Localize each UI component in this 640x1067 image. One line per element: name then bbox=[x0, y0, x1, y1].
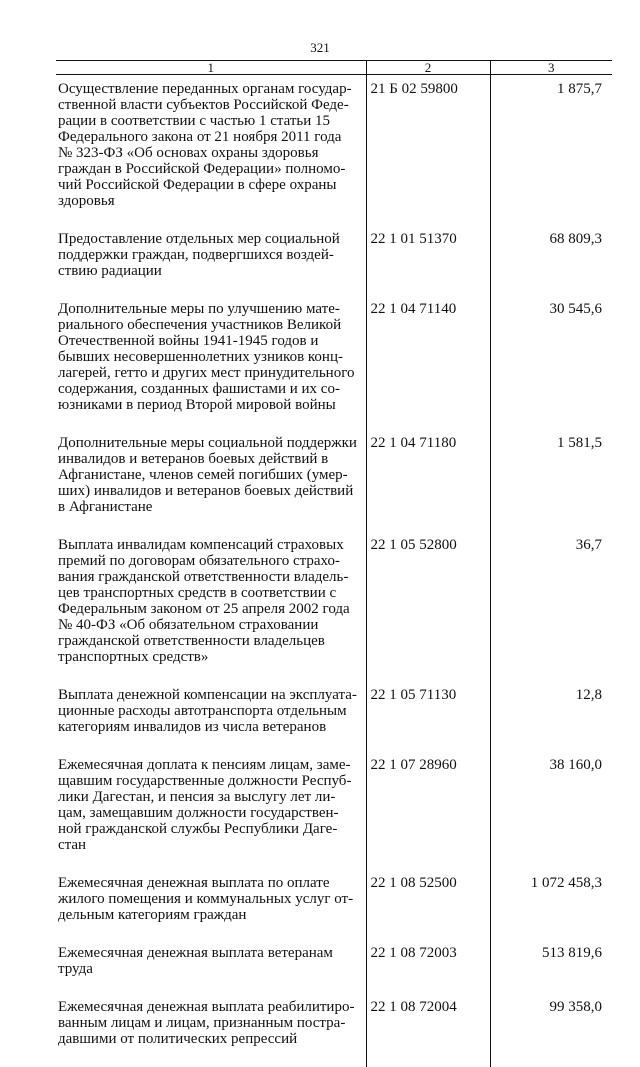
row-name-line: бывших несовершеннолетних узников конц- bbox=[58, 349, 362, 365]
row-code-cell: 22 1 08 72003 bbox=[366, 943, 490, 997]
row-code-cell: 22 1 04 71180 bbox=[366, 433, 490, 535]
row-amount-cell: 30 545,6 bbox=[490, 299, 612, 433]
row-amount-cell: 38 160,0 bbox=[490, 755, 612, 873]
table-row bbox=[56, 299, 612, 433]
table-row bbox=[56, 943, 612, 997]
table-row bbox=[56, 685, 612, 755]
row-amount-cell: 1 072 458,3 bbox=[490, 873, 612, 943]
row-name-line: № 40-ФЗ «Об обязательном страховании bbox=[58, 617, 362, 633]
page-number: 321 bbox=[0, 40, 640, 56]
row-code-cell: 22 1 05 52800 bbox=[366, 535, 490, 685]
row-name-line: труда bbox=[58, 961, 362, 977]
row-name-line: здоровья bbox=[58, 193, 362, 209]
row-name-line: Афганистане, членов семей погибших (умер- bbox=[58, 467, 362, 483]
row-name-line: Предоставление отдельных мер социальной bbox=[58, 231, 362, 247]
table-row bbox=[56, 229, 612, 299]
table-header-row bbox=[56, 61, 612, 75]
row-name-line: ственной власти субъектов Российской Феде- bbox=[58, 97, 362, 113]
table-row bbox=[56, 755, 612, 873]
row-name-cell bbox=[56, 75, 366, 230]
row-amount-cell: 12,8 bbox=[490, 685, 612, 755]
row-name-line: Федеральным законом от 25 апреля 2002 года bbox=[58, 601, 362, 617]
row-name-line: ционные расходы автотранспорта отдельным bbox=[58, 703, 362, 719]
row-name-line: Отечественной войны 1941-1945 годов и bbox=[58, 333, 362, 349]
column-header-1: 1 bbox=[56, 61, 366, 75]
row-name-line: Выплата денежной компенсации на эксплуата- bbox=[58, 687, 362, 703]
row-name-line: ствию радиации bbox=[58, 263, 362, 279]
row-code-cell: 22 1 07 28960 bbox=[366, 755, 490, 873]
column-header-3: 3 bbox=[490, 61, 612, 75]
row-code-cell: 21 Б 02 59800 bbox=[366, 75, 490, 230]
row-name-line: Ежемесячная доплата к пенсиям лицам, заме- bbox=[58, 757, 362, 773]
row-amount-cell: 1 581,5 bbox=[490, 433, 612, 535]
row-name-line: лагерей, гетто и других мест принудительного bbox=[58, 365, 362, 381]
row-name-cell bbox=[56, 685, 366, 755]
row-name-line: давшими от политических репрессий bbox=[58, 1031, 362, 1047]
row-name-line: цев транспортных средств в соответствии с bbox=[58, 585, 362, 601]
row-name-cell bbox=[56, 229, 366, 299]
row-name-line: поддержки граждан, подвергшихся воздей- bbox=[58, 247, 362, 263]
row-code-cell: 22 1 08 52500 bbox=[366, 873, 490, 943]
row-name-line: вания гражданской ответственности владель- bbox=[58, 569, 362, 585]
row-name-line: Дополнительные меры по улучшению мате- bbox=[58, 301, 362, 317]
row-name-line: цам, замещавшим должности государствен- bbox=[58, 805, 362, 821]
row-name-line: чий Российской Федерации в сфере охраны bbox=[58, 177, 362, 193]
row-name-line: граждан в Российской Федерации» полномо- bbox=[58, 161, 362, 177]
row-amount-cell: 68 809,3 bbox=[490, 229, 612, 299]
row-name-line: ших) инвалидов и ветеранов боевых действий bbox=[58, 483, 362, 499]
row-name-cell bbox=[56, 535, 366, 685]
row-name-line: № 323-ФЗ «Об основах охраны здоровья bbox=[58, 145, 362, 161]
row-name-cell bbox=[56, 873, 366, 943]
row-name-line: лики Дагестан, и пенсия за выслугу лет ли- bbox=[58, 789, 362, 805]
row-name-line: риального обеспечения участников Великой bbox=[58, 317, 362, 333]
row-name-line: Ежемесячная денежная выплата ветеранам bbox=[58, 945, 362, 961]
row-name-line: Дополнительные меры социальной поддержки bbox=[58, 435, 362, 451]
row-name-line: гражданской ответственности владельцев bbox=[58, 633, 362, 649]
row-name-line: Ежемесячная денежная выплата реабилитиро- bbox=[58, 999, 362, 1015]
row-name-line: содержания, созданных фашистами и их со- bbox=[58, 381, 362, 397]
row-name-cell bbox=[56, 299, 366, 433]
table-row bbox=[56, 75, 612, 230]
row-name-line: транспортных средств» bbox=[58, 649, 362, 665]
row-name-line: Ежемесячная денежная выплата по оплате bbox=[58, 875, 362, 891]
row-name-line: в Афганистане bbox=[58, 499, 362, 515]
row-name-line: Выплата инвалидам компенсаций страховых bbox=[58, 537, 362, 553]
row-name-line: инвалидов и ветеранов боевых действий в bbox=[58, 451, 362, 467]
row-name-cell bbox=[56, 755, 366, 873]
row-name-line: рации в соответствии с частью 1 статьи 15 bbox=[58, 113, 362, 129]
row-name-line: ной гражданской службы Республики Даге- bbox=[58, 821, 362, 837]
row-name-line: юзниками в период Второй мировой войны bbox=[58, 397, 362, 413]
row-amount-cell: 1 875,7 bbox=[490, 75, 612, 230]
table-row bbox=[56, 873, 612, 943]
table-row bbox=[56, 535, 612, 685]
row-name-line: щавшим государственные должности Респуб- bbox=[58, 773, 362, 789]
row-name-line: Федерального закона от 21 ноября 2011 года bbox=[58, 129, 362, 145]
row-name-line: категориям инвалидов из числа ветеранов bbox=[58, 719, 362, 735]
row-name-line: Осуществление переданных органам государ- bbox=[58, 81, 362, 97]
row-name-line: стан bbox=[58, 837, 362, 853]
table-row bbox=[56, 997, 612, 1067]
table-row bbox=[56, 433, 612, 535]
row-name-cell bbox=[56, 943, 366, 997]
budget-table bbox=[56, 60, 612, 1067]
row-amount-cell: 36,7 bbox=[490, 535, 612, 685]
row-code-cell: 22 1 08 72004 bbox=[366, 997, 490, 1067]
row-name-line: премий по договорам обязательного страхо- bbox=[58, 553, 362, 569]
row-code-cell: 22 1 05 71130 bbox=[366, 685, 490, 755]
table-body bbox=[56, 75, 612, 1067]
row-name-cell bbox=[56, 433, 366, 535]
column-header-2: 2 bbox=[366, 61, 490, 75]
row-name-line: дельным категориям граждан bbox=[58, 907, 362, 923]
row-name-line: ванным лицам и лицам, признанным постра- bbox=[58, 1015, 362, 1031]
row-code-cell: 22 1 01 51370 bbox=[366, 229, 490, 299]
row-code-cell: 22 1 04 71140 bbox=[366, 299, 490, 433]
row-amount-cell: 99 358,0 bbox=[490, 997, 612, 1067]
row-name-cell bbox=[56, 997, 366, 1067]
row-name-line: жилого помещения и коммунальных услуг от- bbox=[58, 891, 362, 907]
row-amount-cell: 513 819,6 bbox=[490, 943, 612, 997]
